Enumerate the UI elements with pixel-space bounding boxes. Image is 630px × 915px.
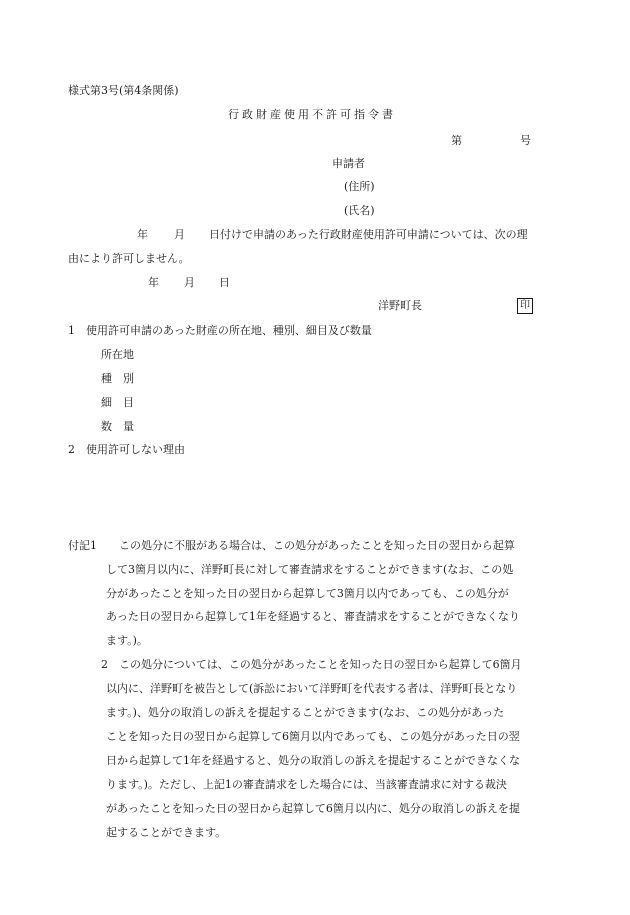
section1-item: 種 別 <box>101 372 134 385</box>
intro-year: 年 <box>137 228 148 241</box>
note-line: 起することができます。 <box>106 826 227 839</box>
note2-label: 2 <box>101 658 108 671</box>
intro-continuation: 由により許可しません。 <box>68 252 190 265</box>
applicant-name: (氏名) <box>344 204 375 217</box>
applicant-address: (住所) <box>344 180 375 193</box>
note-line: この処分に不服がある場合は、この処分があったことを知った日の翌日から起算 <box>119 539 515 552</box>
note1-label: 付記1 <box>68 539 97 552</box>
note-line: 分があったことを知った日の翌日から起算して3箇月以内であっても、この処分が <box>106 587 509 600</box>
note-line: この処分については、この処分があったことを知った日の翌日から起算して6箇月 <box>119 658 522 671</box>
form-label: 様式第3号(第4条関係) <box>68 84 179 97</box>
section1-title: 1 使用許可申請のあった財産の所在地、種別、細目及び数量 <box>68 324 372 337</box>
note-line: あった日の翌日から起算して1年を経過すると、審査請求をすることができなくなり <box>106 610 520 623</box>
intro-month: 月 <box>174 228 185 241</box>
number-suffix: 号 <box>520 134 531 147</box>
seal-mark: 印 <box>517 298 533 314</box>
note-line: 以内に、洋野町を被告として(訴訟において洋野町を代表する者は、洋野町長となり <box>106 682 518 695</box>
date-day: 日 <box>219 276 230 289</box>
intro-text: 日付けで申請のあった行政財産使用許可申請については、次の理 <box>209 228 528 241</box>
note-line: 日から起算して1年を経過すると、処分の取消しの訴えを提起することができなくな <box>106 754 520 767</box>
section2-title: 2 使用許可しない理由 <box>68 443 185 456</box>
note-line: ことを知った日の翌日から起算して6箇月以内であっても、この処分があった日の翌 <box>106 730 520 743</box>
section1-item: 細 目 <box>101 396 134 409</box>
date-year: 年 <box>148 276 159 289</box>
note-line: があったことを知った日の翌日から起算して6箇月以内に、処分の取消しの訴えを提 <box>106 802 520 815</box>
number-prefix: 第 <box>451 134 462 147</box>
applicant-label: 申請者 <box>332 157 365 170</box>
note-line: ります。)。ただし、上記1の審査請求をした場合には、当該審査請求に対する裁決 <box>106 778 507 791</box>
note-line: ます。)、処分の取消しの訴えを提起することができます(なお、この処分があった <box>106 706 505 719</box>
document-title: 行政財産使用不許可指令書 <box>228 108 396 121</box>
note-line: ます。)。 <box>106 634 148 647</box>
issuer-title: 洋野町長 <box>378 299 422 312</box>
section1-item: 所在地 <box>101 348 134 361</box>
section1-item: 数 量 <box>101 420 134 433</box>
note-line: して3箇月以内に、洋野町長に対して審査請求をすることができます(なお、この処 <box>106 563 514 576</box>
date-month: 月 <box>184 276 195 289</box>
